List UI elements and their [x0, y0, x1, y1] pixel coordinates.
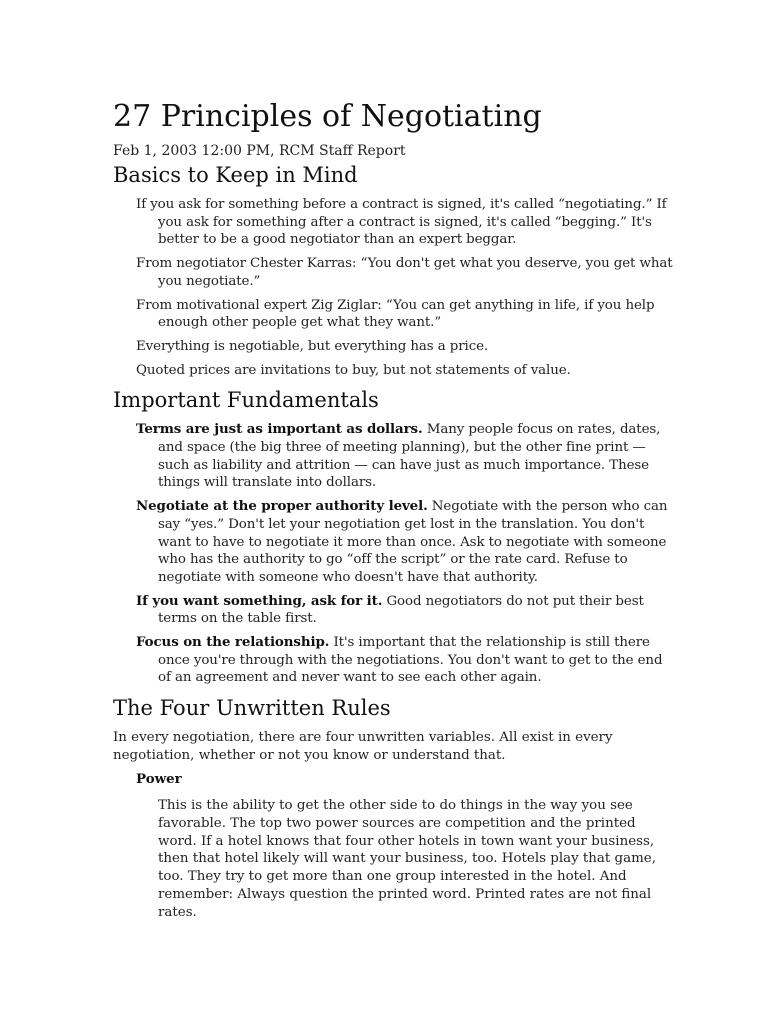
- list-item: [113, 338, 673, 356]
- item-lead: Negotiate at the proper authority level.: [136, 498, 428, 515]
- page-title: 27 Principles of Negotiating: [113, 99, 542, 134]
- list-item: [113, 421, 673, 492]
- section-intro: In every negotiation, there are four unwritten variables. All exist in every negotiation, whether or not you know or understand that.: [113, 730, 613, 763]
- list-item: [113, 498, 673, 587]
- basics-list: [113, 196, 673, 379]
- item-text: Good negotiators do not put their best terms on the table first.: [158, 593, 644, 627]
- list-item: [113, 297, 673, 332]
- list-item: [113, 196, 673, 249]
- item-text: From negotiator Chester Karras: “You don't get what you deserve, you get what you negotiate.”: [136, 256, 673, 289]
- item-text: It's important that the relationship is still there once you're through with the negotiations. You don't want to get to the end of an agreement and never want to see each other again.: [158, 635, 663, 686]
- list-item: [113, 255, 673, 290]
- item-lead: If you want something, ask for it.: [136, 592, 383, 609]
- subheading-power: Power: [136, 770, 182, 787]
- item-text: Negotiate with the person who can say “yes.” Don't let your negotiation get lost in the translation. You don't want to have to negotiate it more than once. Ask to negotiate with someone who has the authority to go “off the script” or the rate card. Refuse to negotiate with someone who doesn't have that authority.: [158, 499, 668, 585]
- list-item: [113, 362, 673, 380]
- section-heading-unwritten-rules: The Four Unwritten Rules: [113, 696, 391, 721]
- byline: Feb 1, 2003 12:00 PM, RCM Staff Report: [113, 143, 406, 159]
- article: [113, 96, 673, 921]
- item-text: If you ask for something before a contract is signed, it's called “negotiating.” If you ask for something after a contract is signed, it's called “begging.” It's better to be a good negotiator than an expert beggar.: [136, 197, 667, 248]
- fundamentals-list: [113, 421, 673, 687]
- item-text: From motivational expert Zig Ziglar: “You can get anything in life, if you help enough other people get what they want.”: [136, 297, 655, 331]
- section-heading-basics: Basics to Keep in Mind: [113, 163, 358, 187]
- item-lead: Terms are just as important as dollars.: [136, 421, 423, 438]
- item-text: Quoted prices are invitations to buy, but not statements of value.: [136, 362, 571, 378]
- list-item: [113, 634, 673, 687]
- item-text: Many people focus on rates, dates, and space (the big three of meeting planning), but the other fine print — such as liability and attrition — can have just as much importance. These things will translate into dollars.: [158, 422, 661, 491]
- item-lead: Focus on the relationship.: [136, 634, 330, 651]
- power-description: This is the ability to get the other side to do things in the way you see favorable. The top two power sources are competition and the printed word. If a hotel knows that four other hotels in town want your business, then that hotel likely will want your business, too. Hotels play that game, too. They try to get more than one group interested in the hotel. And remember: Always question the printed word. Printed rates are not final rates.: [158, 798, 656, 920]
- item-text: Everything is negotiable, but everything has a price.: [136, 338, 489, 354]
- list-item: [113, 593, 673, 628]
- section-heading-fundamentals: Important Fundamentals: [113, 388, 379, 413]
